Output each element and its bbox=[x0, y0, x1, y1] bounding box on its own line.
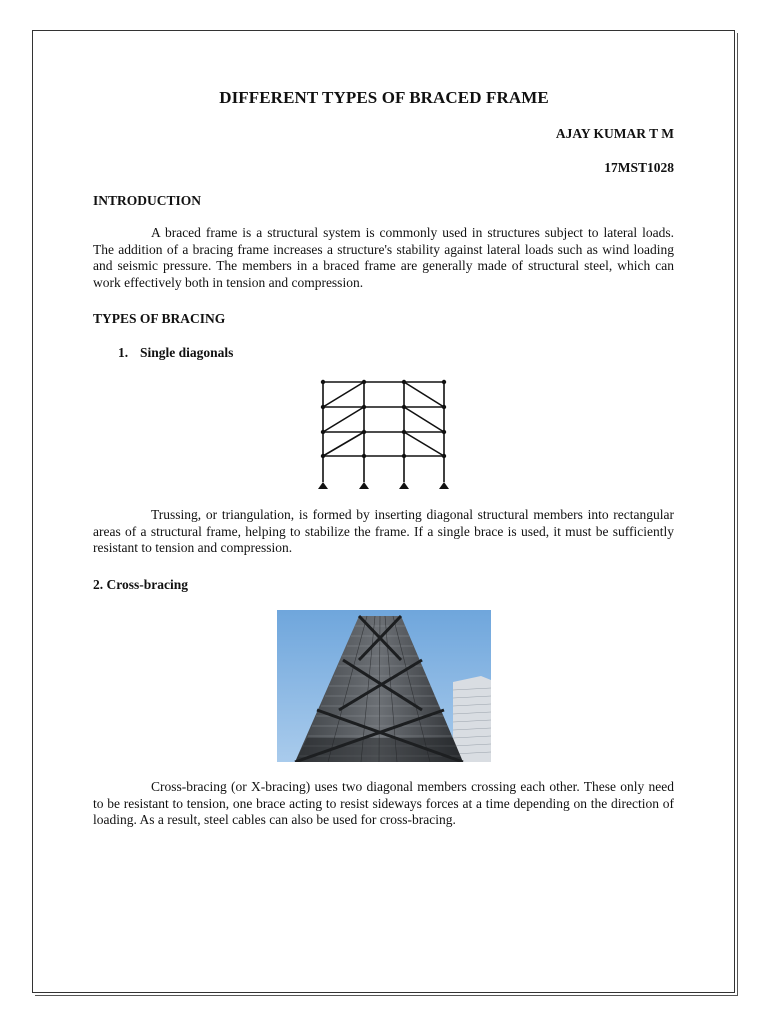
list-number: 1. bbox=[118, 345, 129, 360]
cross-bracing-building-photo bbox=[277, 610, 491, 762]
single-diagonals-heading bbox=[118, 345, 233, 361]
single-diagonals-paragraph: Trussing, or triangulation, is formed by inserting diagonal structural members into rectangular areas of a structural frame, helping to stabilize the frame. If a single brace is used, it must be sufficiently resistant to tension and compression. bbox=[93, 507, 674, 555]
frame-members bbox=[323, 382, 444, 482]
types-heading: TYPES OF BRACING bbox=[93, 311, 226, 326]
introduction-paragraph: A braced frame is a structural system is commonly used in structures subject to lateral loads. The addition of a bracing frame increases a structure's stability against lateral loads such as wind loading and seismic pressure. The members in a braced frame are generally made of structural steel, which can work effectively both in tension and compression. bbox=[93, 225, 674, 290]
frame-supports bbox=[318, 482, 449, 489]
list-label: Single diagonals bbox=[140, 345, 234, 360]
tower-shadow bbox=[295, 738, 463, 762]
cross-bracing-heading: 2. Cross-bracing bbox=[93, 577, 189, 592]
single-diagonal-frame-diagram bbox=[314, 378, 454, 492]
document-title: DIFFERENT TYPES OF BRACED FRAME bbox=[219, 88, 549, 107]
building-illustration bbox=[277, 610, 491, 762]
cross-bracing-paragraph: Cross-bracing (or X-bracing) uses two diagonal members crossing each other. These only need to be resistant to tension, one brace acting to resist sideways forces at a time depending on the direction of loading. As a result, steel cables can also be used for cross-bracing. bbox=[93, 779, 674, 827]
registration-number: 17MST1028 bbox=[604, 160, 674, 175]
author-name: AJAY KUMAR T M bbox=[555, 126, 674, 141]
introduction-heading: INTRODUCTION bbox=[93, 193, 202, 208]
